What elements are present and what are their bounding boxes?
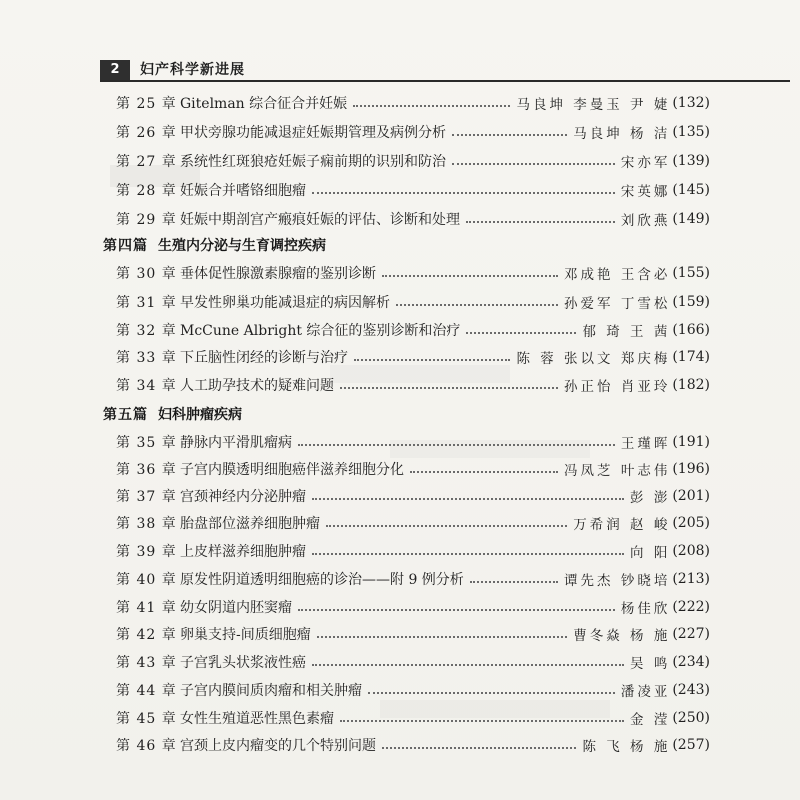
chapter-page: (250) <box>672 710 710 726</box>
toc-entry[interactable] <box>116 705 710 731</box>
dot-leader <box>298 609 615 611</box>
chapter-authors: 马良坤 杨 洁 <box>573 126 671 142</box>
dot-leader <box>340 720 624 722</box>
toc-entry[interactable] <box>116 260 710 286</box>
chapter-number: 第 27 章 <box>116 154 177 170</box>
chapter-authors: 马良坤 李曼玉 尹 婕 <box>516 97 671 113</box>
chapter-page: (149) <box>672 211 710 227</box>
chapter-page: (213) <box>672 571 710 587</box>
chapter-number: 第 35 章 <box>116 435 177 451</box>
chapter-number: 第 26 章 <box>116 125 177 141</box>
chapter-authors: 彭 澎 <box>630 490 671 506</box>
chapter-title: 子宫内膜间质肉瘤和相关肿瘤 <box>180 683 362 699</box>
toc-entry[interactable] <box>116 206 710 232</box>
chapter-page: (155) <box>672 265 710 281</box>
toc-entry[interactable] <box>116 538 710 564</box>
chapter-page: (222) <box>672 599 710 615</box>
dot-leader <box>452 163 615 165</box>
toc-entry[interactable] <box>116 677 710 703</box>
chapter-number: 第 30 章 <box>116 266 177 282</box>
toc-entry[interactable] <box>116 510 710 536</box>
chapter-authors: 曹冬焱 杨 施 <box>573 628 671 644</box>
chapter-page: (243) <box>672 682 710 698</box>
chapter-number: 第 34 章 <box>116 378 177 394</box>
chapter-number: 第 31 章 <box>116 295 177 311</box>
dot-leader <box>368 692 615 694</box>
dot-leader <box>312 664 624 666</box>
toc-entry[interactable] <box>116 483 710 509</box>
chapter-title: 卵巢支持-间质细胞瘤 <box>180 627 311 643</box>
chapter-page: (208) <box>672 543 710 559</box>
chapter-authors: 向 阳 <box>630 545 671 561</box>
chapter-authors: 孙正怡 肖亚玲 <box>564 379 671 395</box>
chapter-title: 女性生殖道恶性黑色素瘤 <box>180 711 334 727</box>
toc-entry[interactable] <box>116 621 710 647</box>
chapter-title: 子宫内膜透明细胞癌伴滋养细胞分化 <box>180 462 404 478</box>
dot-leader <box>326 525 567 527</box>
chapter-title: 甲状旁腺功能减退症妊娠期管理及病例分析 <box>180 125 446 141</box>
chapter-page: (201) <box>672 488 710 504</box>
toc-entry[interactable] <box>116 344 710 370</box>
dot-leader <box>466 221 615 223</box>
chapter-number: 第 40 章 <box>116 572 177 588</box>
chapter-page: (205) <box>672 515 710 531</box>
chapter-number: 第 38 章 <box>116 516 177 532</box>
section-title: 生殖内分泌与生育调控疾病 <box>158 238 326 254</box>
dot-leader <box>312 498 624 500</box>
chapter-authors: 吴 鸣 <box>630 656 671 672</box>
chapter-title: 上皮样滋养细胞肿瘤 <box>180 544 306 560</box>
dot-leader <box>312 553 624 555</box>
dot-leader <box>382 747 576 749</box>
chapter-number: 第 39 章 <box>116 544 177 560</box>
chapter-title: 宫颈神经内分泌肿瘤 <box>180 489 306 505</box>
chapter-page: (135) <box>672 124 710 140</box>
chapter-authors: 潘凌亚 <box>620 684 671 700</box>
chapter-page: (174) <box>672 349 710 365</box>
chapter-number: 第 29 章 <box>116 212 177 228</box>
chapter-title: 妊娠合并嗜铬细胞瘤 <box>180 183 306 199</box>
chapter-authors: 孙爱军 丁雪松 <box>564 296 671 312</box>
chapter-page: (139) <box>672 153 710 169</box>
dot-leader <box>298 444 615 446</box>
chapter-title: 子宫乳头状浆液性癌 <box>180 655 306 671</box>
section-heading[interactable] <box>103 233 326 259</box>
page-number: 2 <box>100 60 130 80</box>
dot-leader <box>396 304 558 306</box>
chapter-authors: 金 滢 <box>630 712 671 728</box>
chapter-page: (145) <box>672 182 710 198</box>
dot-leader <box>312 192 615 194</box>
chapter-authors: 王瑾晖 <box>620 436 671 452</box>
chapter-authors: 陈 飞 杨 施 <box>582 739 671 755</box>
toc-entry[interactable] <box>116 594 710 620</box>
chapter-page: (132) <box>672 95 710 111</box>
dot-leader <box>382 275 558 277</box>
chapter-authors: 陈 蓉 张以文 郑庆梅 <box>516 351 671 367</box>
chapter-title: McCune Albright 综合征的鉴别诊断和治疗 <box>180 323 461 339</box>
chapter-title: Gitelman 综合征合并妊娠 <box>180 96 348 112</box>
chapter-title: 妊娠中期剖宫产瘢痕妊娠的评估、诊断和处理 <box>180 212 460 228</box>
chapter-title: 幼女阴道内胚窦瘤 <box>180 600 292 616</box>
chapter-title: 下丘脑性闭经的诊断与治疗 <box>180 350 348 366</box>
chapter-authors: 冯凤芝 叶志伟 <box>564 463 671 479</box>
chapter-authors: 邓成艳 王含必 <box>564 267 671 283</box>
chapter-page: (234) <box>672 654 710 670</box>
chapter-authors: 宋亦军 <box>620 155 671 171</box>
toc-entry[interactable] <box>116 429 710 455</box>
toc-entry[interactable] <box>116 372 710 398</box>
chapter-number: 第 45 章 <box>116 711 177 727</box>
chapter-number: 第 41 章 <box>116 600 177 616</box>
section-number: 第四篇 <box>103 238 148 254</box>
chapter-authors: 刘欣燕 <box>620 213 671 229</box>
chapter-title: 系统性红斑狼疮妊娠子痫前期的识别和防治 <box>180 154 446 170</box>
toc-entry[interactable] <box>116 649 710 675</box>
chapter-authors: 万希润 赵 峻 <box>573 517 671 533</box>
chapter-page: (196) <box>672 461 710 477</box>
chapter-title: 静脉内平滑肌瘤病 <box>180 435 292 451</box>
section-heading[interactable] <box>103 402 242 428</box>
chapter-number: 第 36 章 <box>116 462 177 478</box>
dot-leader <box>340 387 558 389</box>
chapter-title: 早发性卵巢功能减退症的病因解析 <box>180 295 390 311</box>
dot-leader <box>470 581 558 583</box>
chapter-number: 第 46 章 <box>116 738 177 754</box>
chapter-page: (166) <box>672 322 710 338</box>
chapter-authors: 宋英娜 <box>620 184 671 200</box>
chapter-page: (159) <box>672 294 710 310</box>
chapter-page: (182) <box>672 377 710 393</box>
dot-leader <box>317 636 568 638</box>
chapter-page: (227) <box>672 626 710 642</box>
toc-entry[interactable] <box>116 177 710 203</box>
toc-entry[interactable] <box>116 456 710 482</box>
chapter-number: 第 43 章 <box>116 655 177 671</box>
chapter-authors: 谭先杰 钞晓培 <box>564 573 671 589</box>
toc-entry[interactable] <box>116 317 710 343</box>
chapter-title: 垂体促性腺激素腺瘤的鉴别诊断 <box>180 266 376 282</box>
chapter-number: 第 28 章 <box>116 183 177 199</box>
section-title: 妇科肿瘤疾病 <box>158 407 242 423</box>
toc-entry[interactable] <box>116 566 710 592</box>
toc-entry[interactable] <box>116 90 710 116</box>
dot-leader <box>410 471 558 473</box>
book-title: 妇产科学新进展 <box>140 62 245 78</box>
toc-entry[interactable] <box>116 148 710 174</box>
dot-leader <box>466 332 576 334</box>
chapter-number: 第 32 章 <box>116 323 177 339</box>
chapter-title: 人工助孕技术的疑难问题 <box>180 378 334 394</box>
chapter-authors: 杨佳欣 <box>620 601 671 617</box>
chapter-title: 胎盘部位滋养细胞肿瘤 <box>180 516 320 532</box>
chapter-title: 宫颈上皮内瘤变的几个特别问题 <box>180 738 376 754</box>
dot-leader <box>354 359 510 361</box>
dot-leader <box>353 105 510 107</box>
section-number: 第五篇 <box>103 407 148 423</box>
chapter-number: 第 42 章 <box>116 627 177 643</box>
chapter-page: (257) <box>672 737 710 753</box>
chapter-number: 第 33 章 <box>116 350 177 366</box>
chapter-number: 第 37 章 <box>116 489 177 505</box>
chapter-number: 第 25 章 <box>116 96 177 112</box>
toc-entry[interactable] <box>116 289 710 315</box>
chapter-authors: 郁 琦 王 茜 <box>582 324 671 340</box>
dot-leader <box>452 134 567 136</box>
chapter-page: (191) <box>672 434 710 450</box>
toc-entry[interactable] <box>116 119 710 145</box>
toc-entry[interactable] <box>116 732 710 758</box>
chapter-number: 第 44 章 <box>116 683 177 699</box>
chapter-title: 原发性阴道透明细胞癌的诊治——附 9 例分析 <box>180 572 464 588</box>
